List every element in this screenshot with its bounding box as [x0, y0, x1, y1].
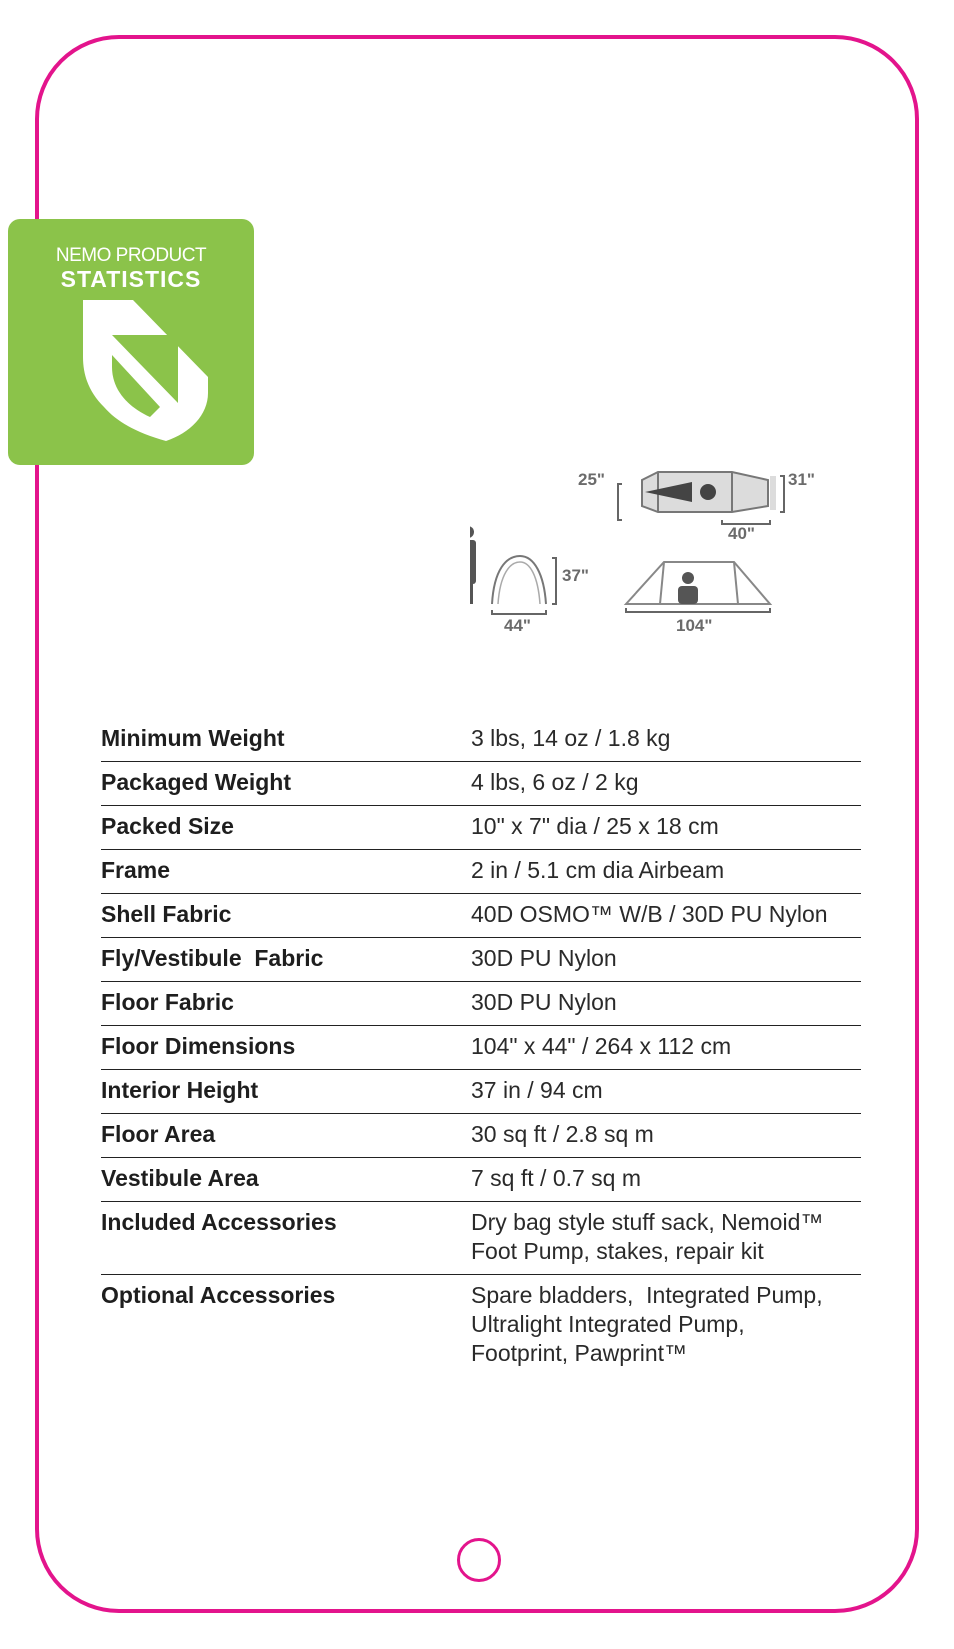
spec-value-line: Spare bladders, Integrated Pump,	[471, 1282, 823, 1308]
spec-row-packaged-weight	[101, 762, 861, 806]
spec-value: 40D OSMO™ W/B / 30D PU Nylon	[471, 901, 828, 927]
spec-value-line: Dry bag style stuff sack, Nemoid™	[471, 1209, 824, 1235]
spec-value: 37 in / 94 cm	[471, 1077, 603, 1103]
spec-label: Floor Area	[101, 1121, 216, 1147]
spec-label: Vestibule Area	[101, 1165, 259, 1191]
spec-label: Optional Accessories	[101, 1282, 336, 1308]
spec-label: Floor Fabric	[101, 989, 234, 1015]
spec-label: Shell Fabric	[101, 901, 232, 927]
spec-label: Frame	[101, 857, 171, 883]
spec-value-multiline	[471, 1208, 861, 1266]
spec-row-floor-dimensions	[101, 1026, 861, 1070]
spec-row-packed-size	[101, 806, 861, 850]
spec-label: Included Accessories	[101, 1209, 337, 1235]
tent-dimension-graphic	[470, 470, 870, 680]
spec-row-fly-vestibule-fabric	[101, 938, 861, 982]
spec-row-optional-accessories	[101, 1275, 861, 1376]
spec-value-line: Footprint, Pawprint™	[471, 1340, 688, 1366]
spec-value: 3 lbs, 14 oz / 1.8 kg	[471, 725, 671, 751]
tent-length-view	[626, 562, 770, 612]
tent-side-view	[492, 556, 556, 614]
dimension-side-height: 37"	[562, 566, 589, 585]
spec-value: 30D PU Nylon	[471, 945, 617, 971]
dimension-length: 104"	[676, 616, 713, 635]
spec-row-included-accessories	[101, 1202, 861, 1275]
spec-value: 10" x 7" dia / 25 x 18 cm	[471, 813, 719, 839]
spec-value-line: Ultralight Integrated Pump,	[471, 1311, 745, 1337]
spec-row-shell-fabric	[101, 894, 861, 938]
spec-value: 7 sq ft / 0.7 sq m	[471, 1165, 642, 1191]
spec-row-minimum-weight	[101, 718, 861, 762]
spec-table	[101, 718, 861, 1376]
person-silhouette-icon	[470, 526, 476, 604]
spec-value-multiline	[471, 1281, 861, 1368]
dimension-top-segment: 40"	[728, 524, 755, 543]
product-statistics-badge	[8, 219, 254, 465]
dimension-side-width: 44"	[504, 616, 531, 635]
spec-value-line: Foot Pump, stakes, repair kit	[471, 1238, 764, 1264]
dimension-top-right: 31"	[788, 470, 815, 489]
spec-row-frame	[101, 850, 861, 894]
badge-title-line2: STATISTICS	[60, 266, 202, 292]
spec-label: Packaged Weight	[101, 769, 292, 795]
spec-label: Fly/Vestibule Fabric	[101, 945, 324, 971]
spec-value: 30 sq ft / 2.8 sq m	[471, 1121, 654, 1147]
badge-title-line1: NEMO PRODUCT	[55, 245, 207, 266]
spec-label: Minimum Weight	[101, 725, 285, 751]
spec-row-floor-fabric	[101, 982, 861, 1026]
spec-value: 30D PU Nylon	[471, 989, 617, 1015]
nemo-shield-logo-icon	[78, 295, 214, 445]
spec-label: Packed Size	[101, 813, 234, 839]
spec-row-floor-area	[101, 1114, 861, 1158]
dimension-top-left: 25"	[578, 470, 605, 489]
spec-value: 2 in / 5.1 cm dia Airbeam	[471, 857, 725, 883]
tent-dimension-diagram	[470, 470, 870, 680]
spec-value: 4 lbs, 6 oz / 2 kg	[471, 769, 639, 795]
tent-top-view	[618, 472, 784, 524]
spec-label: Floor Dimensions	[101, 1033, 296, 1059]
spec-row-interior-height	[101, 1070, 861, 1114]
spec-value: 104" x 44" / 264 x 112 cm	[471, 1033, 732, 1059]
spec-label: Interior Height	[101, 1077, 259, 1103]
home-button[interactable]	[457, 1538, 501, 1582]
spec-row-vestibule-area	[101, 1158, 861, 1202]
